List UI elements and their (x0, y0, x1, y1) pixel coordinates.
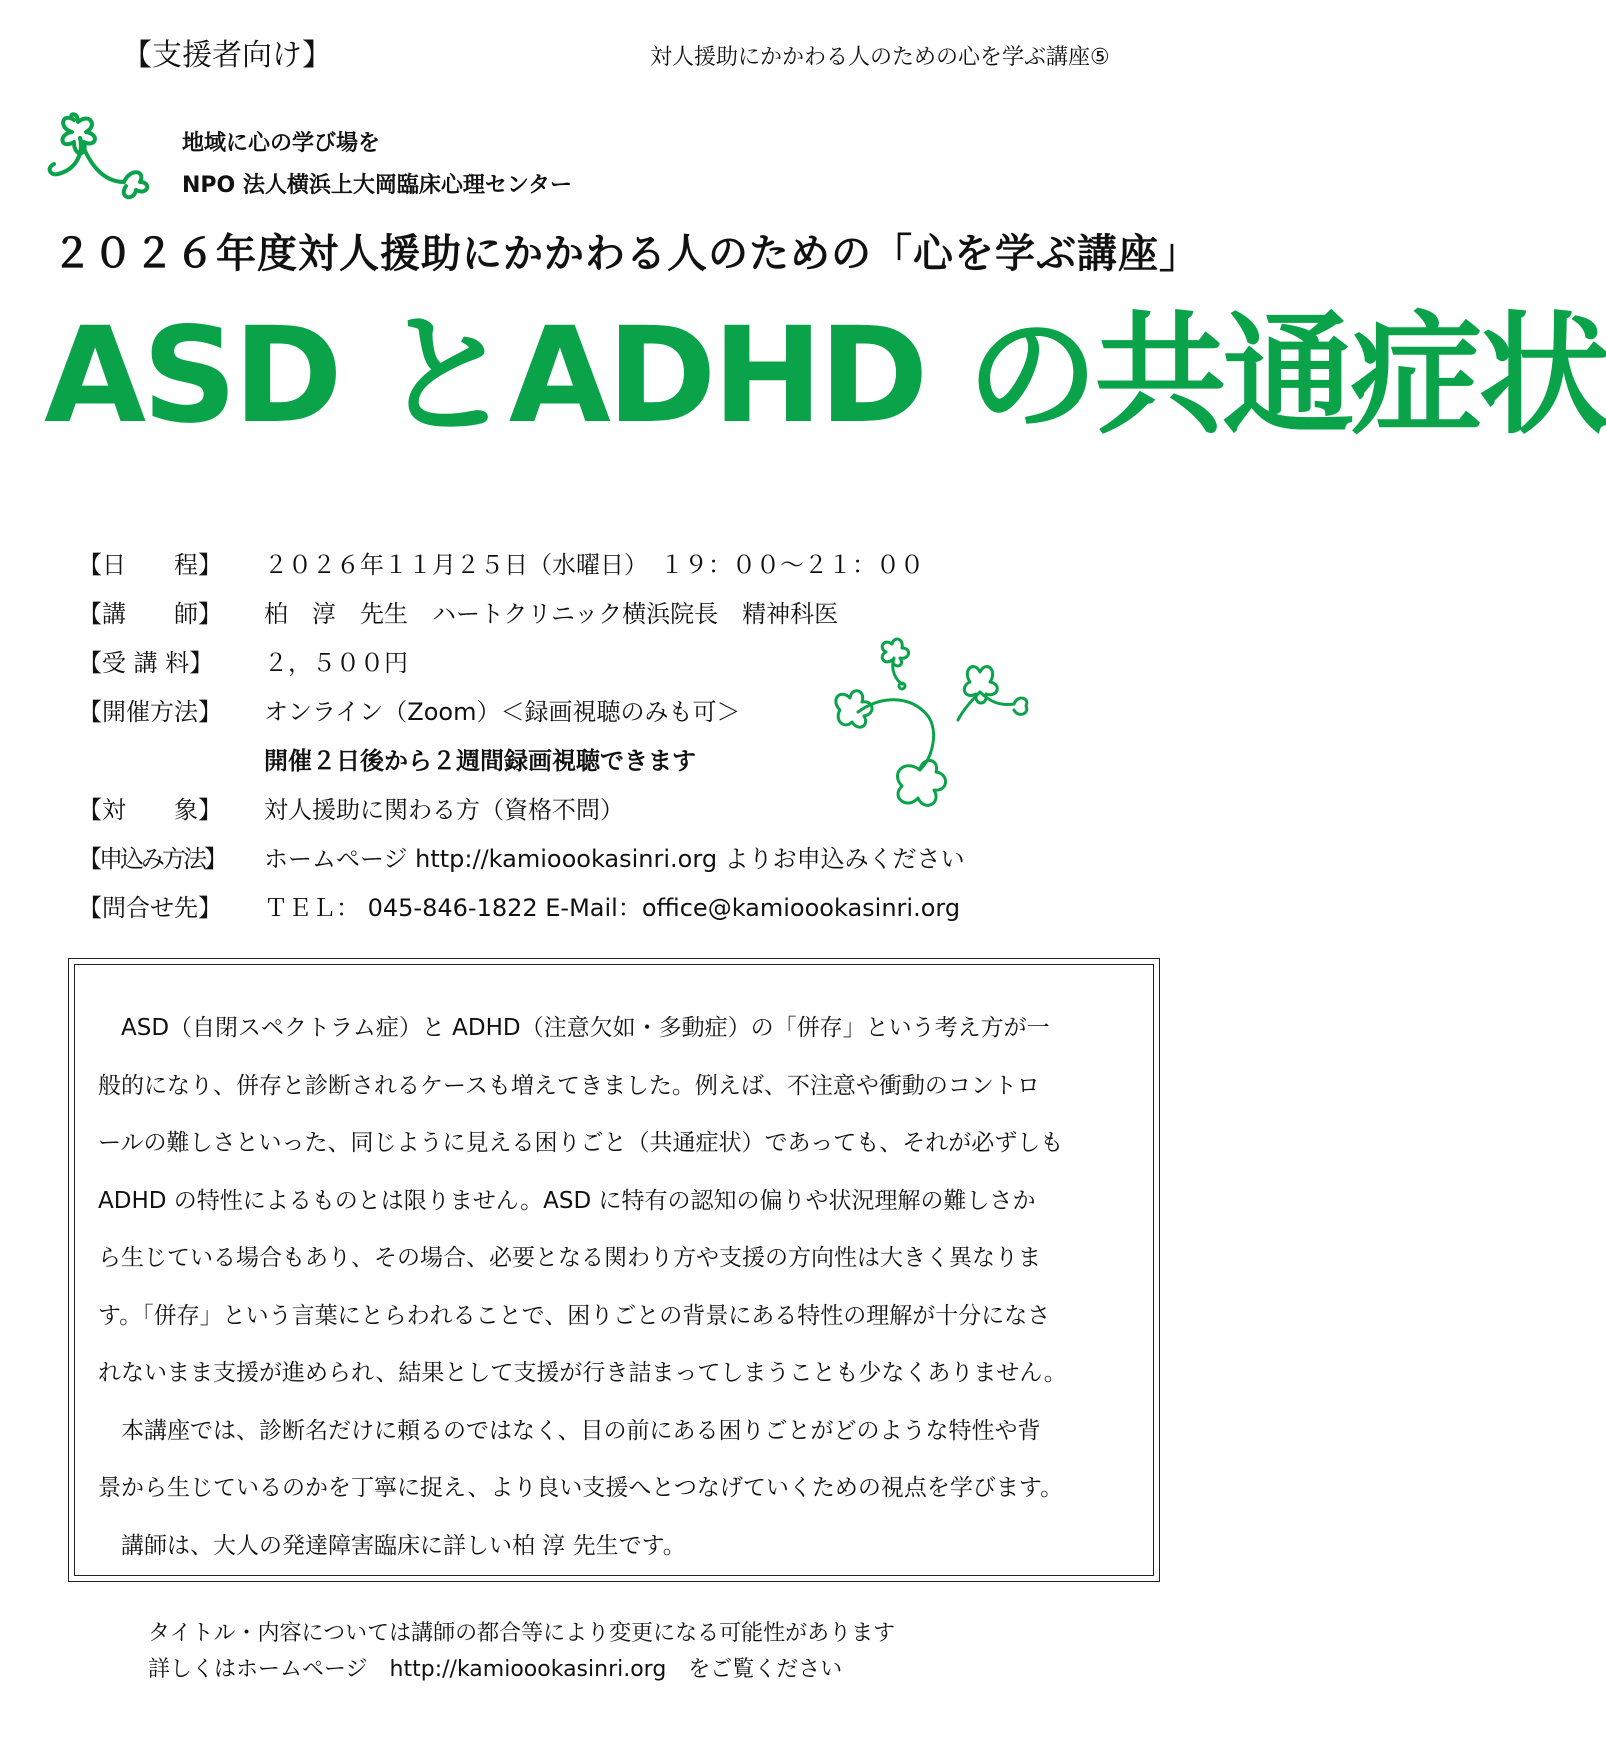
lecturer-value: 柏 淳 先生 ハートクリニック横浜院長 精神科医 (264, 600, 839, 628)
method-label: 【開催方法】 (78, 698, 222, 726)
course-subtitle: ２０２６年度対人援助にかかわる人のための「心を学ぶ講座」 (52, 231, 1200, 277)
course-title: ASD とADHD の共通症状 (44, 299, 1606, 453)
apply-value: ホームページ http://kamioookasinri.org よりお申込みください (264, 845, 965, 873)
contact-label: 【問合せ先】 (78, 894, 222, 922)
org-tagline: 地域に心の学び場を (182, 131, 381, 156)
series-label: 対人援助にかかわる人のための心を学ぶ講座⑤ (650, 45, 1110, 70)
audience-label: 【支援者向け】 (122, 38, 332, 73)
date-label: 【日 程】 (78, 551, 222, 579)
footer-note: タイトル・内容については講師の都合等により変更になる可能性があります (148, 1621, 896, 1646)
fee-label: 【受 講 料】 (78, 649, 214, 677)
description-text: ASD（自閉スペクトラム症）と ADHD（注意欠如・多動症）の「併存」という考え方が一 般的になり、併存と診断されるケースも増えてきました。例えば、不注意や衝動のコントロ ールの難しさといった、同じように見える困りごと（共通症状）であっても、それが必ずしも ADHD の特性によるものとは限りません。ASD に特有の認知の偏りや状況理解の難しさか ら生じている場合もあり、その場合、必要となる関わり方や支援の方向性は大きく異なりま す。「併存」という言葉にとらわれることで、困りごとの背景にある特性の理解が十分になさ れないまま支援が進められ、結果として支援が行き詰まってしまうことも少なくありません。 本講座では、診断名だけに頼るのではなく、目の前にある困りごとがどのような特性や背 景から生じているのかを丁寧に捉え、より良い支援へとつなげていくための視点を学びます。 講師は、大人の発達障害臨床に詳しい柏 淳 先生です。 (98, 1015, 1067, 1559)
contact-value: ＴＥＬ： 045-846-1822 E-Mail：office@kamioookasinri.org (264, 894, 961, 922)
date-value: ２０２６年１１月２５日（水曜日） １９：００～２１：００ (264, 551, 924, 579)
lecturer-label: 【講 師】 (78, 600, 222, 628)
fee-value: ２，５００円 (264, 649, 408, 677)
method-note: 開催２日後から２週間録画視聴できます (264, 747, 696, 775)
org-name: NPO 法人横浜上大岡臨床心理センター (182, 173, 573, 198)
footer-website: 詳しくはホームページ http://kamioookasinri.org をご覧ください (148, 1657, 843, 1682)
apply-label: 【申込み方法】 (78, 845, 225, 873)
method-value: オンライン（Zoom）＜録画視聴のみも可＞ (264, 698, 741, 726)
sprouts-illustration-icon (830, 640, 1030, 810)
target-label: 【対 象】 (78, 796, 222, 824)
clover-sprout-icon (44, 112, 156, 200)
target-value: 対人援助に関わる方（資格不問） (264, 796, 624, 824)
